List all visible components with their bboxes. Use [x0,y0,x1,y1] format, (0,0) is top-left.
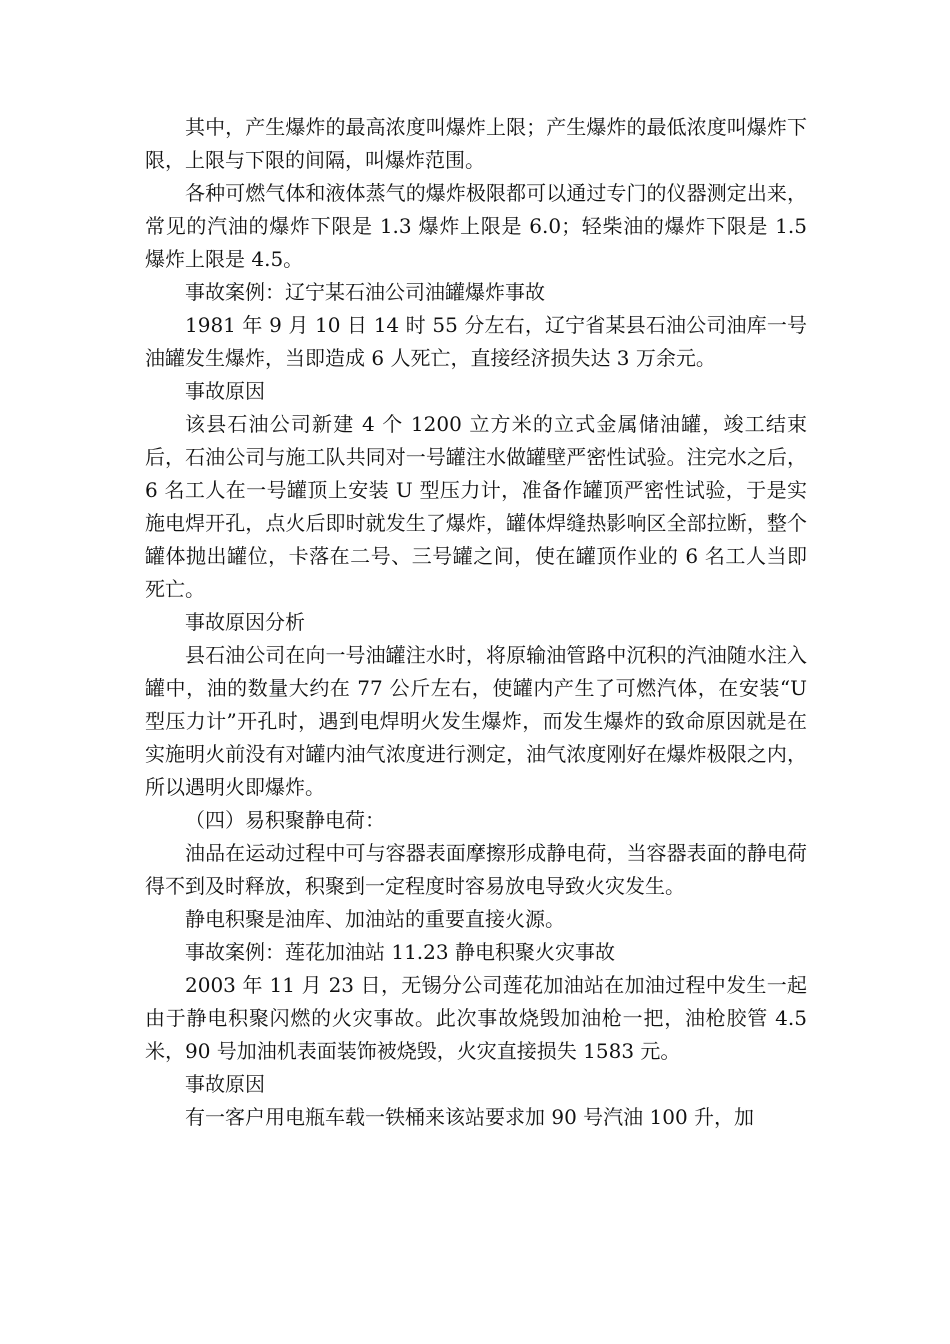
document-body [145,111,807,1134]
paragraph-static-explanation: 油品在运动过程中可与容器表面摩擦形成静电荷，当容器表面的静电荷得不到及时释放，积聚到一定程度时容易放电导致火灾发生。 [145,841,807,898]
paragraph-static-heading: （四）易积聚静电荷： [185,808,385,832]
paragraph-cause-details: 该县石油公司新建 4 个 1200 立方米的立式金属储油罐，竣工结束后，石油公司与施工队共同对一号罐注水做罐壁严密性试验。注完水之后，6 名工人在一号罐顶上安装 U 型压力计，准备作罐顶严密性试验，于是实施电焊开孔，点火后即时就发生了爆炸，罐体焊缝热影响区全部拉断，整个罐体抛出罐位，卡落在二号、三号罐之间，使在罐顶作业的 6 名工人当即死亡。 [145,412,807,601]
paragraph-cause-heading: 事故原因 [185,379,265,403]
paragraph-cause-analysis: 县石油公司在向一号油罐注水时，将原输油管路中沉积的汽油随水注入罐中，油的数量大约在 77 公斤左右，使罐内产生了可燃汽体，在安装“U 型压力计”开孔时，遇到电焊明火发生爆炸，而发生爆炸的致命原因就是在实施明火前没有对罐内油气浓度进行测定，油气浓度刚好在爆炸极限之内，所以遇明火即爆炸。 [145,643,807,799]
paragraph-explosion-limits-values: 各种可燃气体和液体蒸气的爆炸极限都可以通过专门的仪器测定出来，常见的汽油的爆炸下限是 1.3 爆炸上限是 6.0；轻柴油的爆炸下限是 1.5 爆炸上限是 4.5。 [145,181,807,271]
paragraph-lianhua-cause-heading: 事故原因 [185,1072,265,1096]
paragraph-explosion-limits-definition: 其中，产生爆炸的最高浓度叫爆炸上限；产生爆炸的最低浓度叫爆炸下限，上限与下限的间隔，叫爆炸范围。 [145,115,807,172]
paragraph-lianhua-cause-start: 有一客户用电瓶车载一铁桶来该站要求加 90 号汽油 100 升，加 [185,1105,755,1129]
paragraph-static-fire-source: 静电积聚是油库、加油站的重要直接火源。 [185,907,565,931]
paragraph-case-heading-liaoning: 事故案例：辽宁某石油公司油罐爆炸事故 [185,280,545,304]
paragraph-cause-analysis-heading: 事故原因分析 [185,610,305,634]
paragraph-case-heading-lianhua: 事故案例：莲花加油站 11.23 静电积聚火灾事故 [185,940,615,964]
paragraph-liaoning-incident: 1981 年 9 月 10 日 14 时 55 分左右，辽宁省某县石油公司油库一号油罐发生爆炸，当即造成 6 人死亡，直接经济损失达 3 万余元。 [145,313,807,370]
paragraph-lianhua-incident: 2003 年 11 月 23 日，无锡分公司莲花加油站在加油过程中发生一起由于静电积聚闪燃的火灾事故。此次事故烧毁加油枪一把，油枪胶管 4.5 米，90 号加油机表面装饰被烧毁，火灾直接损失 1583 元。 [145,973,807,1063]
